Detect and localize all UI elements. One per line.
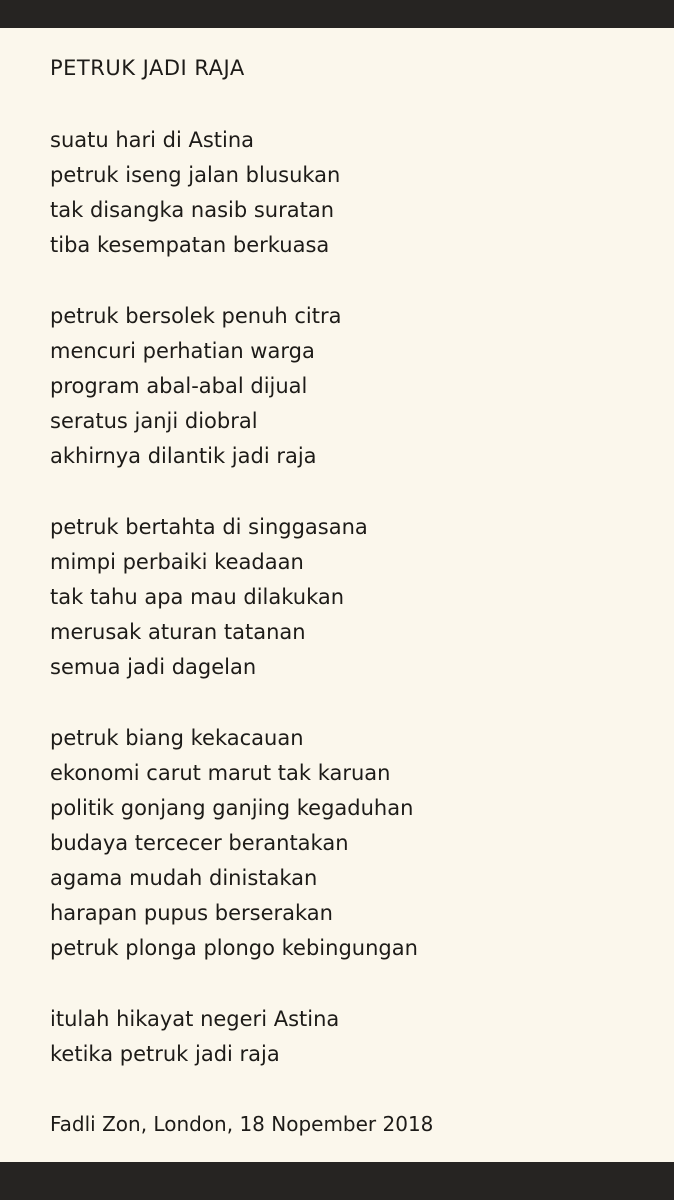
poem-line: ketika petruk jadi raja (50, 1042, 280, 1067)
poem-line: itulah hikayat negeri Astina (50, 1007, 340, 1032)
poem-line: harapan pupus berserakan (50, 901, 333, 926)
stanza-2 (50, 299, 630, 474)
author-signature: Fadli Zon, London, 18 Nopember 2018 (50, 1112, 434, 1137)
top-letterbox-bar (0, 0, 674, 28)
poem-line: tak tahu apa mau dilakukan (50, 585, 345, 610)
poem-line: petruk bertahta di singgasana (50, 515, 368, 540)
poem-line: seratus janji diobral (50, 409, 258, 434)
poem-line: semua jadi dagelan (50, 655, 257, 680)
poem-line: petruk iseng jalan blusukan (50, 163, 341, 188)
page-title: PETRUK JADI RAJA (50, 56, 245, 80)
poem-line: petruk bersolek penuh citra (50, 304, 342, 329)
poem-line: politik gonjang ganjing kegaduhan (50, 796, 414, 821)
stanza-4 (50, 721, 630, 966)
poem-line: akhirnya dilantik jadi raja (50, 444, 317, 469)
poem-page (0, 28, 674, 1162)
poem-line: agama mudah dinistakan (50, 866, 318, 891)
poem-line: ekonomi carut marut tak karuan (50, 761, 391, 786)
poem-line: tiba kesempatan berkuasa (50, 233, 330, 258)
poem-line: mencuri perhatian warga (50, 339, 315, 364)
poem-line: mimpi perbaiki keadaan (50, 550, 304, 575)
poem-line: suatu hari di Astina (50, 128, 255, 153)
stanza-5 (50, 1002, 630, 1072)
stanza-1 (50, 123, 630, 263)
stanza-3 (50, 510, 630, 685)
poem-line: budaya tercecer berantakan (50, 831, 349, 856)
poem-line: tak disangka nasib suratan (50, 198, 335, 223)
poem-line: merusak aturan tatanan (50, 620, 306, 645)
bottom-letterbox-bar (0, 1162, 674, 1200)
poem-line: petruk plonga plongo kebingungan (50, 936, 418, 961)
poem-line: petruk biang kekacauan (50, 726, 304, 751)
poem-line: program abal-abal dijual (50, 374, 308, 399)
